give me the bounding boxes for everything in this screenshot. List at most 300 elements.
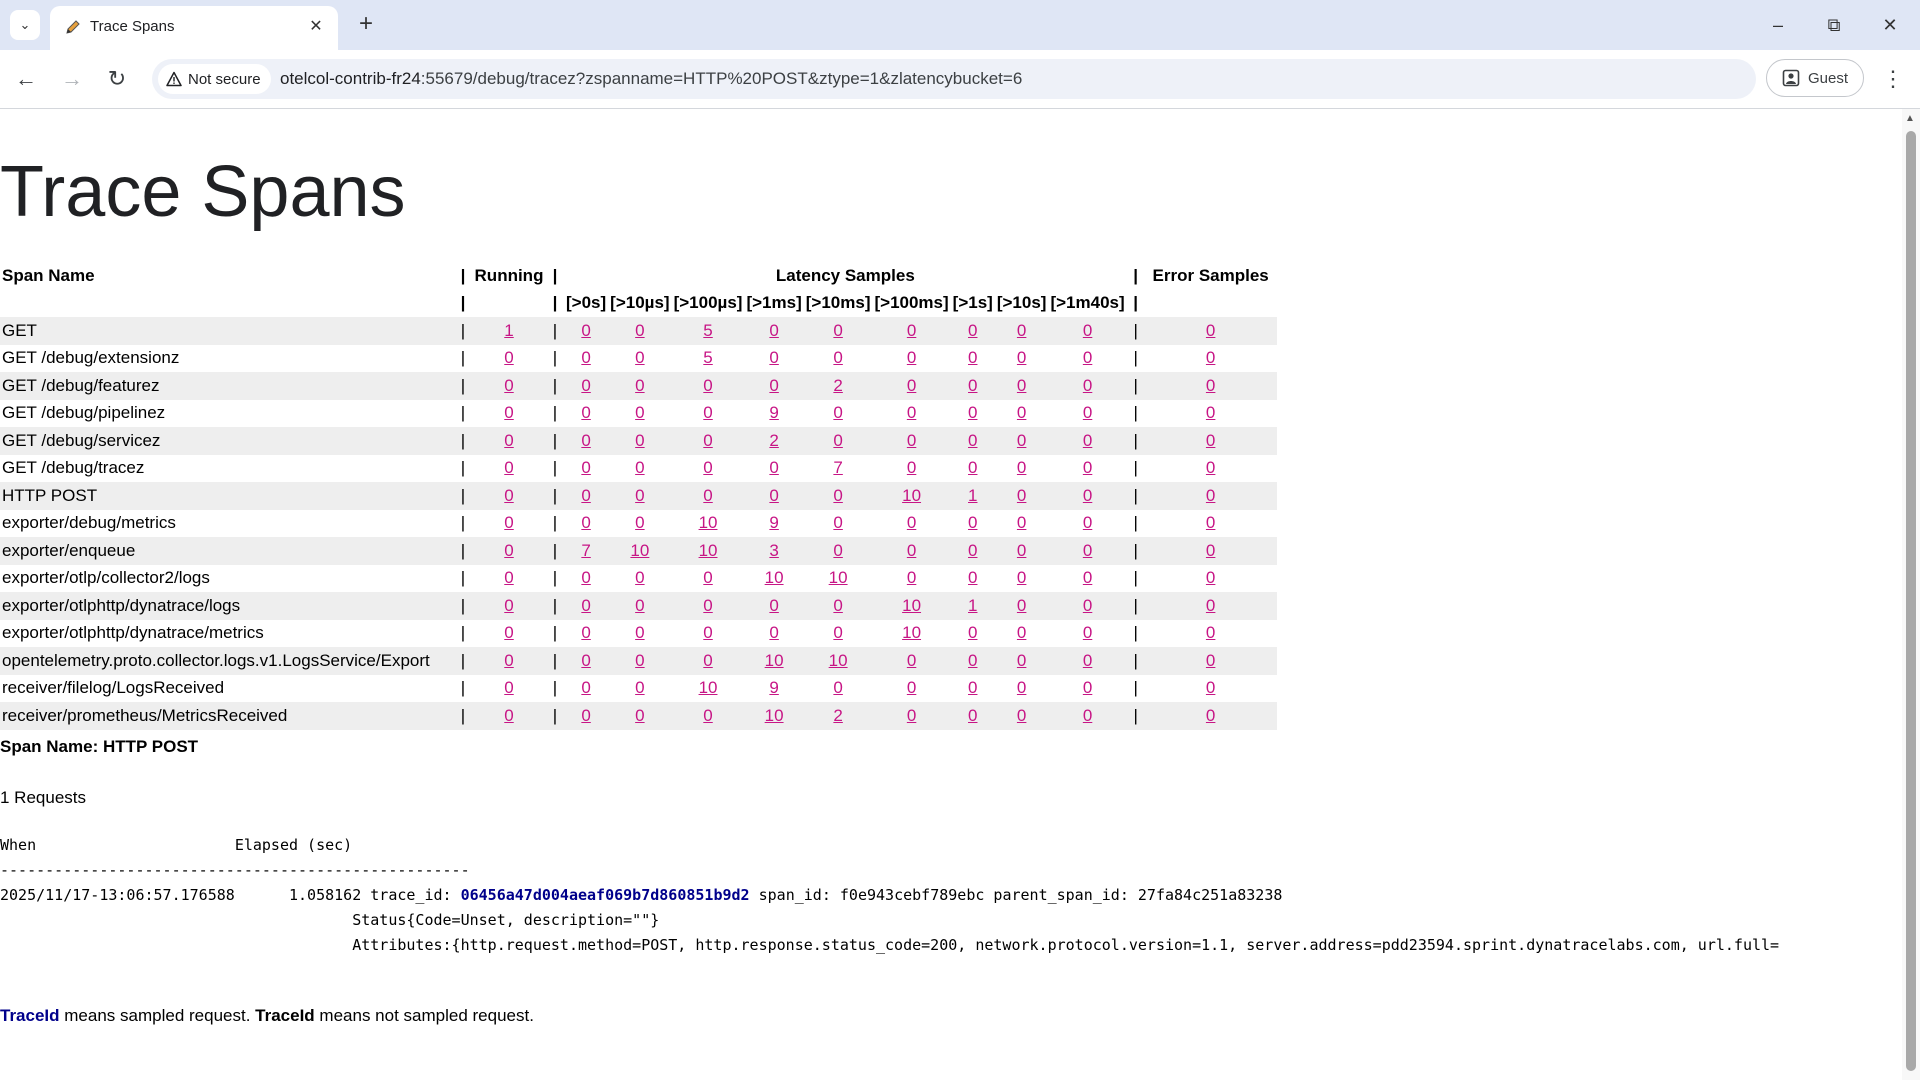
latency-count — [872, 702, 950, 730]
running-count — [472, 455, 546, 483]
latency-count-link[interactable]: 0 — [906, 678, 917, 698]
latency-count-link[interactable]: 0 — [703, 623, 713, 643]
back-arrow-icon[interactable]: ← — [15, 66, 37, 91]
latency-count-link[interactable]: 0 — [703, 430, 713, 450]
latency-count-link[interactable]: 0 — [968, 650, 978, 670]
latency-count-link[interactable]: 0 — [769, 320, 779, 340]
spans-table — [0, 262, 1277, 730]
latency-count — [564, 427, 608, 455]
window-close-icon[interactable]: ✕ — [1882, 15, 1898, 35]
span-row — [0, 400, 1277, 428]
latency-count-link[interactable]: 0 — [635, 403, 645, 423]
latency-count-link[interactable]: 0 — [1016, 650, 1027, 670]
latency-count-link[interactable]: 0 — [581, 568, 591, 588]
header-separator: | — [552, 293, 558, 313]
latency-count-link[interactable]: 1 — [968, 485, 978, 505]
latency-count — [744, 702, 803, 730]
error-count-link[interactable]: 0 — [1205, 678, 1216, 698]
latency-count — [872, 565, 950, 593]
latency-count-link[interactable]: 0 — [635, 375, 645, 395]
latency-count — [608, 400, 671, 428]
error-count-link[interactable]: 0 — [1205, 650, 1216, 670]
span-row — [0, 482, 1277, 510]
latency-count-link[interactable]: 9 — [769, 403, 779, 423]
error-count-link[interactable]: 0 — [1205, 458, 1216, 478]
column-separator: | — [1127, 372, 1145, 400]
latency-count-link[interactable]: 0 — [1016, 375, 1027, 395]
latency-count-link[interactable]: 0 — [968, 320, 978, 340]
latency-count — [1048, 455, 1126, 483]
column-separator: | — [1133, 348, 1138, 368]
running-count-link[interactable]: 0 — [504, 705, 514, 725]
page-content — [0, 109, 1902, 1080]
latency-count-link[interactable]: 0 — [769, 595, 779, 615]
latency-count-link[interactable]: 0 — [581, 458, 591, 478]
latency-count-link[interactable]: 0 — [1082, 320, 1093, 340]
latency-count-link[interactable]: 0 — [703, 568, 713, 588]
legend-not-sampled-traceid: TraceId — [255, 1006, 315, 1025]
latency-count-link[interactable]: 0 — [1016, 705, 1027, 725]
scroll-up-arrow-icon[interactable]: ▲ — [1905, 113, 1915, 124]
latency-count-link[interactable]: 0 — [906, 430, 917, 450]
column-separator: | — [552, 513, 558, 533]
latency-count-link[interactable]: 0 — [703, 595, 713, 615]
latency-count-link[interactable]: 0 — [581, 320, 591, 340]
latency-count-link[interactable]: 0 — [703, 403, 713, 423]
latency-count-link[interactable]: 0 — [906, 705, 917, 725]
header-blank — [472, 290, 546, 318]
latency-count-link[interactable]: 0 — [769, 623, 779, 643]
scroll-thumb[interactable] — [1906, 131, 1916, 1071]
latency-count — [951, 620, 995, 648]
running-count — [472, 372, 546, 400]
span-name: exporter/otlphttp/dynatrace/metrics — [2, 623, 264, 643]
latency-count-link[interactable]: 0 — [635, 568, 645, 588]
more-menu-icon[interactable]: ⋮ — [1882, 66, 1904, 91]
latency-count-link[interactable]: 0 — [635, 623, 645, 643]
latency-count-link[interactable]: 0 — [1016, 458, 1027, 478]
column-separator: | — [460, 623, 466, 643]
latency-count — [1048, 537, 1126, 565]
latency-count — [804, 455, 873, 483]
column-separator: | — [546, 537, 564, 565]
legend — [0, 1006, 534, 1026]
running-count-link[interactable]: 1 — [504, 320, 514, 340]
legend-sampled-traceid: TraceId — [0, 1006, 60, 1025]
latency-count-link[interactable]: 0 — [833, 320, 843, 340]
latency-count-link[interactable]: 0 — [1082, 595, 1093, 615]
latency-count-link[interactable]: 0 — [906, 375, 917, 395]
latency-count-link[interactable]: 0 — [968, 540, 978, 560]
latency-count-link[interactable]: 10 — [698, 678, 718, 698]
latency-count-link[interactable]: 0 — [1016, 568, 1027, 588]
latency-count-link[interactable]: 0 — [1016, 430, 1027, 450]
latency-count — [804, 345, 873, 373]
latency-count-link[interactable]: 10 — [902, 595, 922, 615]
url-text[interactable] — [280, 69, 1022, 89]
latency-count — [672, 702, 745, 730]
latency-count-link[interactable]: 0 — [1082, 485, 1093, 505]
error-count — [1145, 537, 1277, 565]
latency-count-link[interactable]: 0 — [1082, 623, 1093, 643]
latency-count-link[interactable]: 0 — [833, 595, 843, 615]
latency-count — [564, 647, 608, 675]
span-row — [0, 427, 1277, 455]
span-row — [0, 620, 1277, 648]
latency-count-link[interactable]: 0 — [635, 705, 645, 725]
latency-count-link[interactable]: 0 — [906, 403, 917, 423]
latency-count — [564, 317, 608, 345]
restore-icon[interactable]: ⧉ — [1827, 15, 1841, 35]
latency-count-link[interactable]: 0 — [1016, 348, 1027, 368]
error-count — [1145, 592, 1277, 620]
latency-count-link[interactable]: 0 — [968, 513, 978, 533]
column-separator: | — [552, 403, 558, 423]
running-count-link[interactable]: 0 — [504, 375, 514, 395]
tab-search-button[interactable] — [10, 10, 40, 40]
person-icon — [1782, 69, 1800, 87]
latency-count — [995, 400, 1049, 428]
tab-title: Trace Spans — [90, 18, 175, 35]
latency-count-link[interactable]: 0 — [833, 430, 843, 450]
column-separator: | — [454, 482, 472, 510]
forward-arrow-icon[interactable]: → — [61, 66, 83, 91]
latency-count-link[interactable]: 7 — [833, 458, 843, 478]
latency-count-link[interactable]: 0 — [906, 650, 917, 670]
latency-count-link[interactable]: 0 — [1016, 623, 1027, 643]
span-name: HTTP POST — [0, 482, 454, 510]
latency-count-link[interactable]: 0 — [635, 430, 645, 450]
latency-count-link[interactable]: 5 — [703, 320, 713, 340]
latency-count-link[interactable]: 0 — [968, 348, 978, 368]
latency-count — [672, 372, 745, 400]
error-count-link[interactable]: 0 — [1205, 375, 1216, 395]
latency-count-link[interactable]: 1 — [968, 595, 978, 615]
latency-count-link[interactable]: 10 — [828, 568, 848, 588]
column-separator: | — [552, 678, 558, 698]
address-bar[interactable] — [152, 59, 1756, 99]
latency-count-link[interactable]: 0 — [1016, 485, 1027, 505]
latency-count — [995, 592, 1049, 620]
latency-count-link[interactable]: 0 — [581, 430, 591, 450]
error-count-link[interactable]: 0 — [1205, 513, 1216, 533]
error-count — [1145, 455, 1277, 483]
span-rows — [0, 317, 1277, 730]
latency-count-link[interactable]: 0 — [1082, 348, 1093, 368]
trace-id: 06456a47d004aeaf069b7d860851b9d2 — [460, 886, 750, 904]
latency-count-link[interactable]: 0 — [769, 348, 779, 368]
latency-count — [951, 647, 995, 675]
latency-count-link[interactable]: 2 — [833, 705, 843, 725]
latency-count — [872, 675, 950, 703]
reload-icon[interactable]: ↻ — [107, 66, 127, 91]
url-path: :55679/debug/tracez?zspanname=HTTP%20POST&ztype=1&zlatencybucket=6 — [420, 69, 1023, 88]
latency-count-link[interactable]: 0 — [968, 568, 978, 588]
latency-count — [872, 620, 950, 648]
latency-count-link[interactable]: 0 — [581, 403, 591, 423]
running-count-link[interactable]: 0 — [504, 623, 514, 643]
running-count-link[interactable]: 0 — [504, 513, 514, 533]
latency-count-link[interactable]: 0 — [635, 678, 645, 698]
latency-count-link[interactable]: 0 — [968, 623, 978, 643]
running-count-link[interactable]: 0 — [504, 430, 514, 450]
latency-count-link[interactable]: 0 — [581, 485, 591, 505]
latency-count — [608, 510, 671, 538]
profile-label: Guest — [1807, 69, 1849, 87]
latency-count-link[interactable]: 0 — [906, 348, 917, 368]
latency-count — [872, 372, 950, 400]
latency-count-link[interactable]: 0 — [833, 485, 843, 505]
running-count — [472, 427, 546, 455]
latency-count — [995, 317, 1049, 345]
latency-count-link[interactable]: 0 — [1016, 678, 1027, 698]
column-separator: | — [1133, 623, 1138, 643]
latency-count-link[interactable]: 0 — [1016, 403, 1027, 423]
latency-count-link[interactable]: 0 — [1082, 458, 1093, 478]
latency-count — [804, 537, 873, 565]
latency-count — [951, 372, 995, 400]
latency-count-link[interactable]: 0 — [968, 678, 978, 698]
status-text: Status{Code=Unset, description=""} — [352, 911, 660, 929]
latency-count-link[interactable]: 9 — [769, 513, 779, 533]
latency-count-link[interactable]: 0 — [769, 375, 779, 395]
running-count-link[interactable]: 0 — [504, 458, 514, 478]
latency-count-link[interactable]: 10 — [764, 705, 784, 725]
bucket-header: [>1ms] — [746, 293, 802, 313]
latency-count-link[interactable]: 0 — [1016, 320, 1027, 340]
column-separator: | — [1127, 427, 1145, 455]
running-count — [472, 702, 546, 730]
tab-trace-spans[interactable] — [50, 6, 338, 50]
latency-count — [564, 565, 608, 593]
latency-count-link[interactable]: 0 — [703, 458, 713, 478]
latency-count — [608, 620, 671, 648]
span-name: GET /debug/pipelinez — [2, 403, 166, 423]
column-separator: | — [1127, 482, 1145, 510]
latency-count-link[interactable]: 0 — [581, 595, 591, 615]
profile-button[interactable] — [1766, 59, 1864, 97]
latency-count-link[interactable]: 0 — [1082, 375, 1093, 395]
latency-count-link[interactable]: 2 — [833, 375, 843, 395]
span-row — [0, 592, 1277, 620]
latency-count — [608, 455, 671, 483]
latency-count-link[interactable]: 0 — [968, 375, 978, 395]
error-count-link[interactable]: 0 — [1205, 623, 1216, 643]
trace-id-label: trace_id: — [370, 886, 461, 904]
span-row — [0, 455, 1277, 483]
span-row — [0, 702, 1277, 730]
page-scrollbar[interactable] — [1902, 109, 1920, 1080]
close-icon[interactable]: ✕ — [309, 18, 323, 35]
running-count-link[interactable]: 0 — [504, 403, 514, 423]
latency-count-link[interactable]: 0 — [833, 403, 843, 423]
latency-count-link[interactable]: 5 — [703, 348, 713, 368]
error-count-link[interactable]: 0 — [1205, 320, 1216, 340]
latency-count-link[interactable]: 10 — [764, 568, 784, 588]
latency-count — [804, 510, 873, 538]
error-count — [1145, 400, 1277, 428]
latency-count-link[interactable]: 0 — [635, 513, 645, 533]
latency-count — [1048, 317, 1126, 345]
latency-count — [608, 537, 671, 565]
latency-count-link[interactable]: 0 — [703, 485, 713, 505]
latency-count-link[interactable]: 0 — [769, 485, 779, 505]
latency-count-link[interactable]: 2 — [769, 430, 779, 450]
latency-count-link[interactable]: 0 — [1016, 595, 1027, 615]
latency-count-link[interactable]: 0 — [581, 650, 591, 670]
latency-count-link[interactable]: 0 — [1082, 568, 1093, 588]
latency-count-link[interactable]: 0 — [906, 540, 917, 560]
latency-count-link[interactable]: 0 — [635, 348, 645, 368]
bucket-header: [>0s] — [566, 293, 607, 313]
running-count — [472, 400, 546, 428]
latency-count-link[interactable]: 0 — [1082, 430, 1093, 450]
latency-count-link[interactable]: 0 — [906, 320, 917, 340]
latency-count — [672, 647, 745, 675]
span-row — [0, 565, 1277, 593]
running-count-link[interactable]: 0 — [504, 595, 514, 615]
latency-count-link[interactable]: 10 — [698, 513, 718, 533]
latency-count-link[interactable]: 0 — [1016, 540, 1027, 560]
latency-count — [744, 455, 803, 483]
running-count-link[interactable]: 0 — [504, 678, 514, 698]
latency-count-link[interactable]: 0 — [906, 458, 917, 478]
request-when: 2025/11/17-13:06:57.176588 — [0, 886, 235, 904]
error-count-link[interactable]: 0 — [1205, 540, 1216, 560]
latency-count-link[interactable]: 0 — [906, 513, 917, 533]
latency-count-link[interactable]: 0 — [635, 650, 645, 670]
latency-count — [951, 510, 995, 538]
latency-count-link[interactable]: 0 — [635, 485, 645, 505]
latency-count-link[interactable]: 0 — [968, 705, 978, 725]
latency-count — [804, 317, 873, 345]
error-count-link[interactable]: 0 — [1205, 430, 1216, 450]
latency-count — [608, 317, 671, 345]
column-separator: | — [454, 702, 472, 730]
latency-count-link[interactable]: 3 — [769, 540, 779, 560]
error-count-link[interactable]: 0 — [1205, 485, 1216, 505]
running-count-link[interactable]: 0 — [504, 540, 514, 560]
latency-count — [564, 675, 608, 703]
column-separator: | — [552, 568, 558, 588]
span-row — [0, 537, 1277, 565]
latency-count-link[interactable]: 0 — [1082, 540, 1093, 560]
column-separator: | — [546, 372, 564, 400]
pencil-favicon-icon — [64, 18, 82, 36]
latency-count — [1048, 482, 1126, 510]
security-chip[interactable] — [158, 64, 271, 94]
latency-count — [608, 345, 671, 373]
new-tab-button[interactable]: + — [358, 10, 373, 37]
latency-count — [995, 620, 1049, 648]
running-count — [472, 482, 546, 510]
latency-count-link[interactable]: 0 — [833, 678, 843, 698]
latency-count-link[interactable]: 0 — [1082, 513, 1093, 533]
latency-count-link[interactable]: 0 — [968, 458, 978, 478]
latency-count-link[interactable]: 0 — [769, 458, 779, 478]
latency-count — [1048, 345, 1126, 373]
latency-count-link[interactable]: 0 — [1082, 403, 1093, 423]
latency-count — [804, 482, 873, 510]
running-count-link[interactable]: 0 — [504, 650, 514, 670]
running-count — [472, 592, 546, 620]
error-count-link[interactable]: 0 — [1205, 595, 1216, 615]
latency-count-link[interactable]: 0 — [635, 595, 645, 615]
latency-count-link[interactable]: 0 — [581, 375, 591, 395]
latency-count — [804, 675, 873, 703]
latency-count-link[interactable]: 0 — [1016, 513, 1027, 533]
latency-count-link[interactable]: 9 — [769, 678, 779, 698]
latency-count-link[interactable]: 0 — [581, 348, 591, 368]
latency-count — [608, 482, 671, 510]
latency-count-link[interactable]: 0 — [906, 568, 917, 588]
error-count-link[interactable]: 0 — [1205, 348, 1216, 368]
latency-count — [608, 647, 671, 675]
running-count-link[interactable]: 0 — [504, 485, 514, 505]
latency-count-link[interactable]: 0 — [703, 705, 713, 725]
latency-count-link[interactable]: 0 — [968, 430, 978, 450]
latency-count — [872, 400, 950, 428]
latency-count-link[interactable]: 0 — [1082, 650, 1093, 670]
latency-count-link[interactable]: 10 — [828, 650, 848, 670]
latency-count-link[interactable]: 10 — [630, 540, 650, 560]
latency-count — [951, 317, 995, 345]
latency-count-link[interactable]: 0 — [1082, 705, 1093, 725]
latency-count-link[interactable]: 0 — [968, 403, 978, 423]
latency-count — [744, 620, 803, 648]
minimize-icon[interactable]: – — [1772, 15, 1783, 35]
warning-icon — [166, 71, 182, 87]
latency-count — [744, 675, 803, 703]
latency-count-link[interactable]: 0 — [635, 458, 645, 478]
latency-count-link[interactable]: 0 — [833, 513, 843, 533]
latency-count-link[interactable]: 0 — [833, 623, 843, 643]
error-count-link[interactable]: 0 — [1205, 705, 1216, 725]
latency-count-link[interactable]: 0 — [703, 375, 713, 395]
latency-count-link[interactable]: 10 — [764, 650, 784, 670]
latency-count — [995, 510, 1049, 538]
running-count-link[interactable]: 0 — [504, 348, 514, 368]
col-elapsed: Elapsed (sec) — [234, 836, 353, 854]
error-count-link[interactable]: 0 — [1205, 403, 1216, 423]
column-separator: | — [1127, 647, 1145, 675]
latency-count — [1048, 372, 1126, 400]
latency-count-link[interactable]: 0 — [833, 540, 843, 560]
latency-count-link[interactable]: 0 — [581, 678, 591, 698]
column-separator: | — [454, 592, 472, 620]
latency-count-link[interactable]: 0 — [1082, 678, 1093, 698]
col-when: When — [0, 836, 37, 854]
latency-count-link[interactable]: 10 — [698, 540, 718, 560]
span-name: exporter/otlp/collector2/logs — [2, 568, 210, 588]
latency-count — [744, 427, 803, 455]
latency-count — [995, 372, 1049, 400]
latency-count-link[interactable]: 7 — [581, 540, 591, 560]
latency-count-link[interactable]: 0 — [581, 705, 591, 725]
latency-count — [804, 647, 873, 675]
running-count-link[interactable]: 0 — [504, 568, 514, 588]
latency-count-link[interactable]: 0 — [581, 513, 591, 533]
latency-count-link[interactable]: 0 — [703, 650, 713, 670]
latency-count-link[interactable]: 0 — [833, 348, 843, 368]
latency-count-link[interactable]: 10 — [902, 485, 922, 505]
error-count-link[interactable]: 0 — [1205, 568, 1216, 588]
bucket-header: [>100ms] — [874, 293, 949, 313]
latency-count-link[interactable]: 10 — [902, 623, 922, 643]
latency-count-link[interactable]: 0 — [581, 623, 591, 643]
latency-count-link[interactable]: 0 — [635, 320, 645, 340]
column-separator: | — [546, 647, 564, 675]
